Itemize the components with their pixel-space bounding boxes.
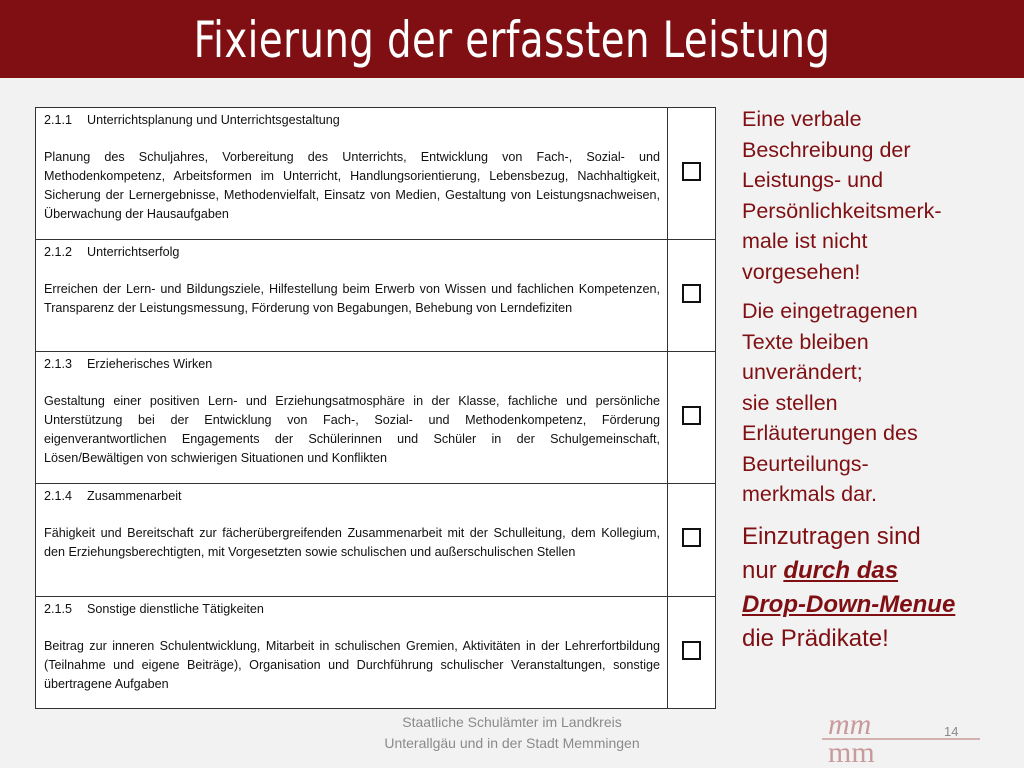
title-bar xyxy=(0,0,1024,78)
section-description: Fähigkeit und Bereitschaft zur fächerübergreifenden Zusammenarbeit mit der Schulleitung, dem Kollegium, den Erziehungsberechtigten, mit Vorgesetzten sowie schulischen und außerschulischen Stellen xyxy=(44,526,660,559)
section-heading xyxy=(44,600,660,619)
section-heading xyxy=(44,111,660,130)
section-title: Zusammenarbeit xyxy=(87,489,182,503)
checkbox-cell xyxy=(668,352,716,484)
note-texts-unchanged: Die eingetragenen Texte bleiben unverändert; sie stellen Erläuterungen des Beurteilungs- merkmals dar. xyxy=(742,299,918,506)
checkbox-cell xyxy=(668,484,716,597)
criteria-row xyxy=(36,352,716,484)
criteria-text-cell xyxy=(36,484,668,597)
section-title: Sonstige dienstliche Tätigkeiten xyxy=(87,602,264,616)
criteria-text-cell xyxy=(36,597,668,709)
criteria-row xyxy=(36,597,716,709)
section-description: Beitrag zur inneren Schulentwicklung, Mitarbeit in schulischen Gremien, Aktivitäten in der Lehrerfortbildung (Teilnahme und eigene Beiträge), Organisation und Durchführung schulischer Veranstaltungen, sonstige übertragene Aufgaben xyxy=(44,639,660,691)
section-title: Erzieherisches Wirken xyxy=(87,357,213,371)
section-description: Planung des Schuljahres, Vorbereitung des Unterrichts, Entwicklung von Fach-, Sozial- und Methodenkompetenz, Arbeitsformen im Unterricht, Handlungsorientierung, Lebensbezug, Nachhaltigkeit, Sicherung der Lernergebnisse, Methodenvielfalt, Einsatz von Medien, Gestaltung von Leistungsnachweisen, Überwachung der Hausaufgaben xyxy=(44,150,660,221)
section-checkbox[interactable] xyxy=(682,284,701,303)
section-title: Unterrichtserfolg xyxy=(87,245,180,259)
section-number: 2.1.1 xyxy=(44,113,73,127)
criteria-row xyxy=(36,240,716,352)
note-dropdown-instruction: Einzutragen sind nur durch das Drop-Down-Menue die Prädikate! xyxy=(742,522,956,652)
checkbox-cell xyxy=(668,108,716,240)
section-number: 2.1.5 xyxy=(44,602,73,616)
section-checkbox[interactable] xyxy=(682,528,701,547)
logo-top-text: mm xyxy=(828,708,872,741)
section-description: Gestaltung einer positiven Lern- und Erziehungsatmosphäre in der Klasse, fachliche und persönliche Unterstützung bei der Entwicklung von Fach-, Sozial- und Methodenkompetenz, Förderung eigenverantwortlichen Engagements der Schülerinnen und Schüler in der Schulgemeinschaft, Lösen/Bewältigen von schwierigen Situationen und Konflikten xyxy=(44,394,660,465)
section-heading xyxy=(44,243,660,262)
criteria-row xyxy=(36,108,716,240)
checkbox-cell xyxy=(668,597,716,709)
section-number: 2.1.2 xyxy=(44,245,73,259)
section-title: Unterrichtsplanung und Unterrichtsgestaltung xyxy=(87,113,340,127)
notes-panel xyxy=(742,104,1012,656)
criteria-text-cell xyxy=(36,240,668,352)
section-checkbox[interactable] xyxy=(682,641,701,660)
section-heading xyxy=(44,355,660,374)
note-verbal-description: Eine verbale Beschreibung der Leistungs- und Persönlichkeitsmerk- male ist nicht vorgesehen! xyxy=(742,107,942,284)
criteria-table xyxy=(35,107,716,709)
section-heading xyxy=(44,487,660,506)
section-number: 2.1.3 xyxy=(44,357,73,371)
slide-title: Fixierung der erfassten Leistung xyxy=(193,11,831,69)
section-number: 2.1.4 xyxy=(44,489,73,503)
criteria-text-cell xyxy=(36,108,668,240)
criteria-row xyxy=(36,484,716,597)
criteria-text-cell xyxy=(36,352,668,484)
section-description: Erreichen der Lern- und Bildungsziele, Hilfestellung beim Erwerb von Wissen und fachlichen Kompetenzen, Transparenz der Leistungsmessung, Förderung von Begabungen, Behebung von Lerndefiziten xyxy=(44,282,660,315)
emphasis-drop-down-menue: Drop-Down-Menue xyxy=(742,590,956,618)
section-checkbox[interactable] xyxy=(682,162,701,181)
logo-bottom-text: mm xyxy=(828,736,875,764)
checkbox-cell xyxy=(668,240,716,352)
footer-authority: Staatliche Schulämter im Landkreis Unterallgäu und in der Stadt Memmingen xyxy=(384,714,640,751)
section-checkbox[interactable] xyxy=(682,406,701,425)
emphasis-durch-das: durch das xyxy=(783,556,899,584)
page-number: 14 xyxy=(944,724,959,739)
